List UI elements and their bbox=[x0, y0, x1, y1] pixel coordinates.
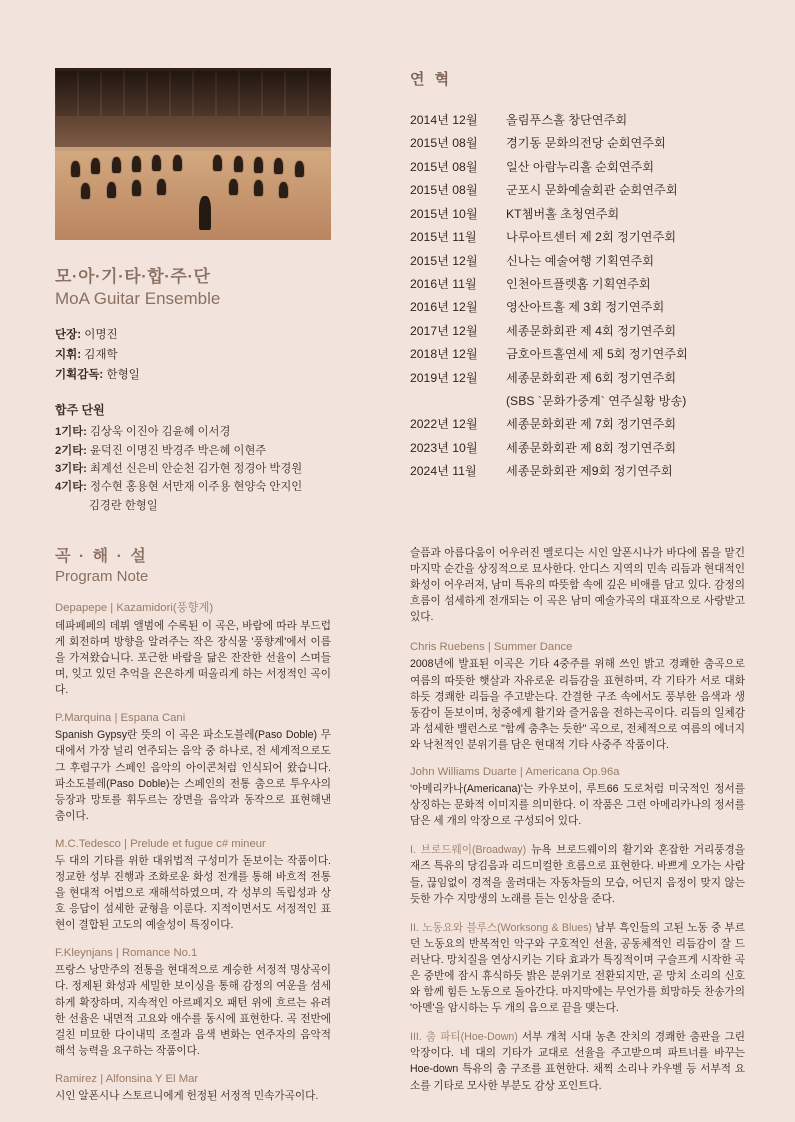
history-date: 2015년 11월 bbox=[410, 230, 477, 245]
movement-title: I. 브로드웨이(Broadway) bbox=[410, 844, 527, 857]
staff-row bbox=[55, 365, 331, 385]
staff-role: 단장: bbox=[55, 329, 82, 341]
member-names: 정수현 홍용현 서만재 이주용 현양숙 안지인 bbox=[90, 481, 303, 494]
history-row bbox=[410, 273, 745, 296]
performers-group bbox=[66, 140, 320, 209]
history-text: 금호아트홀연세 제 5회 정기연주회 bbox=[506, 347, 688, 362]
history-text: 세종문화회관 제 8회 정기연주회 bbox=[506, 440, 676, 455]
program-note-item bbox=[410, 766, 745, 829]
history-text: 세종문화회관 제 7회 정기연주회 bbox=[506, 417, 676, 432]
member-part: 2기타: bbox=[55, 444, 87, 457]
history-date: 2015년 08월 bbox=[410, 136, 478, 151]
program-note-title: John Williams Duarte | Americana Op.96a bbox=[410, 766, 620, 779]
history-text: 경기동 문화의전당 순회연주회 bbox=[506, 136, 666, 151]
movement-item bbox=[410, 842, 745, 906]
history-date: 2019년 12월 bbox=[410, 370, 478, 385]
history-text: 군포시 문화예술회관 순회연주회 bbox=[506, 183, 678, 198]
members-list bbox=[55, 423, 331, 514]
movement-body: 뉴욕 브로드웨이의 활기와 혼잡한 거리풍경을 재즈 특유의 당김음과 리드미컬한 흐름으로 표현한다. 바쁘게 오가는 사람들, 끊임없이 경적을 울려대는 자동차들의 모습, 어딘지 음정이 맞지 않는 듯한 가수 지망생의 노래를 듣는 인상을 준다. bbox=[410, 844, 745, 905]
member-part: 4기타: bbox=[55, 481, 87, 494]
history-row bbox=[410, 413, 745, 436]
program-note-title: Chris Ruebens | Summer Dance bbox=[410, 641, 573, 654]
history-date: 2014년 12월 bbox=[410, 113, 478, 127]
history-row bbox=[410, 250, 745, 273]
program-note-body: 프랑스 낭만주의 전통을 현대적으로 계승한 서정적 명상곡이다. 정제된 화성과 세밀한 보이싱을 통해 감정의 여운을 섬세하게 확장하며, 지속적인 아르페지오 패턴 위에 흐르는 유려한 선율은 내면적 고요와 애수를 동시에 표현한다. 곡 전반에 걸친 미묘한 다이내믹 조절과 음색 변화는 연주자의 음악적 해석 능력을 요구하는 작품이다. bbox=[55, 964, 331, 1057]
staff-name: 한형일 bbox=[106, 369, 140, 382]
history-row bbox=[410, 367, 745, 390]
movement-title: II. 노동요와 블루스(Worksong & Blues) bbox=[410, 921, 592, 934]
program-note-heading bbox=[55, 543, 331, 585]
history-date: 2018년 12월 bbox=[410, 347, 478, 362]
staff-role: 지휘: bbox=[55, 349, 82, 362]
history-date: 2016년 11월 bbox=[410, 276, 477, 291]
staff-role: 기획감독: bbox=[55, 369, 104, 382]
program-note-heading-korean: 곡 · 해 · 설 bbox=[55, 547, 148, 565]
staff-row bbox=[55, 325, 331, 345]
history-row bbox=[410, 296, 745, 319]
history-row bbox=[410, 203, 745, 226]
staff-name: 김재학 bbox=[84, 349, 118, 362]
movement-body: 남부 흑인들의 고된 노동 중 부르던 노동요의 반복적인 악구와 구호적인 선율, 공동체적인 리듬감이 잘 드러난다. 망치질을 연상시키는 기타 효과가 특징적이며 구슬프게 시작한 곡은 중반에 잠시 휴식하듯 밝은 분위기로 전환되지만, 곧 망치 소리의 신호와 함께 힘든 노동으로 돌아간다. 마지막에는 무언가를 희망하듯 찬송가의 '아멘'을 암시하는 두 개의 음으로 끝을 맺는다. bbox=[410, 921, 745, 1015]
program-note-body: 데파페페의 데뷔 앨범에 수록된 이 곡은, 바람에 따라 부드럽게 회전하며 방향을 알려주는 작은 장식물 '풍향계'에서 이름을 가져왔습니다. 포근한 바람을 닮은 잔잔한 선율이 스며들며, 잊고 있던 추억을 은은하게 떠올리게 하는 서정적인 곡이다. bbox=[55, 619, 331, 697]
history-date: 2015년 12월 bbox=[410, 253, 478, 268]
movement-title: III. 춤 파티(Hoe-Down) bbox=[410, 1031, 518, 1044]
movement-item bbox=[410, 920, 745, 1017]
staff-name: 이명진 bbox=[84, 329, 118, 341]
program-note-item bbox=[410, 641, 745, 753]
ensemble-name-english: MoA Guitar Ensemble bbox=[55, 289, 221, 308]
program-note-title: M.C.Tedesco | Prelude et fugue c# mineur bbox=[55, 837, 266, 850]
history-text: 세종문화회관 제 6회 정기연주회 bbox=[506, 370, 676, 385]
history-date: 2017년 12월 bbox=[410, 323, 478, 338]
member-row bbox=[55, 478, 331, 496]
member-row bbox=[55, 423, 331, 441]
history-date: 2016년 12월 bbox=[410, 300, 478, 315]
program-note-body: Spanish Gypsy란 뜻의 이 곡은 파소도블레(Paso Doble) 무대에서 가장 널리 연주되는 음악 중 하나로, 전 세계적으로도 그 후렴구가 스페인 음악의 아이콘처럼 인식되어 왔습니다. 파소도블레(Paso Doble)는 스페인의 전통 춤으로 투우사의 등장과 망토를 휘두르는 장면을 음악과 동작으로 표현해낸 춤이다. bbox=[55, 729, 331, 822]
ensemble-photo bbox=[55, 68, 331, 240]
member-names: 김경란 한형일 bbox=[89, 499, 158, 512]
program-note-heading-english: Program Note bbox=[55, 567, 149, 585]
history-text: 나루아트센터 제 2회 정기연주회 bbox=[506, 230, 676, 245]
history-row bbox=[410, 156, 745, 179]
program-note-item bbox=[55, 712, 331, 824]
history-text: 인천아트플렛홈 기획연주회 bbox=[506, 276, 651, 291]
history-text: 세종문화회관 제 4회 정기연주회 bbox=[506, 323, 676, 338]
history-row bbox=[410, 343, 745, 366]
member-row bbox=[55, 460, 331, 478]
program-note-item bbox=[55, 599, 331, 698]
conductor-figure bbox=[199, 196, 211, 230]
left-column bbox=[55, 68, 331, 1104]
member-part: 1기타: bbox=[55, 426, 87, 439]
history-text: 신나는 예술여행 기획연주회 bbox=[506, 253, 655, 268]
history-row bbox=[410, 437, 745, 460]
program-note-title: F.Kleynjans | Romance No.1 bbox=[55, 947, 198, 960]
stage-panels bbox=[55, 71, 331, 116]
history-row bbox=[410, 132, 745, 155]
staff-list bbox=[55, 325, 331, 385]
program-note-body: 시인 알폰시나 스토르니에게 헌정된 서정적 민속가곡이다. bbox=[55, 1089, 319, 1102]
program-note-title: Depapepe | Kazamidori(풍향계) bbox=[55, 601, 214, 614]
member-names: 윤덕진 이명진 박경주 박은혜 이현주 bbox=[90, 444, 267, 457]
history-date: 2015년 08월 bbox=[410, 183, 478, 198]
movement-body: 서부 개척 시대 농촌 잔치의 경쾌한 춤판을 그린 악장이다. 네 대의 기타가 교대로 선율을 주고받으며 파트너를 바꾸는 Hoe-down 특유의 춤 구조를 표현한다. 채찍 소리나 카우벨 등 서부적 요소를 기타로 모사한 부분도 감상 포인트다. bbox=[410, 1031, 746, 1092]
movement-item bbox=[410, 1029, 745, 1093]
program-note-body: 두 대의 기타를 위한 대위법적 구성미가 돋보이는 작품이다. 정교한 성부 진행과 조화로운 화성 전개를 통해 바흐적 전통을 현대적 어법으로 재해석하였으며, 각 성부의 독립성과 상호 응답이 섬세한 균형을 이룬다. 지적이면서도 서정적인 표현이 결합된 고도의 예술성이 특징이다. bbox=[55, 854, 331, 932]
history-row bbox=[410, 109, 745, 132]
history-text: KT쳄버홀 초청연주회 bbox=[506, 206, 620, 221]
history-date: 2015년 08월 bbox=[410, 159, 478, 174]
members-heading: 합주 단원 bbox=[55, 403, 105, 418]
ensemble-name-korean: 모·아·기·타·합·주·단 bbox=[55, 267, 211, 286]
history-date: 2023년 10월 bbox=[410, 440, 478, 455]
right-notes-column bbox=[410, 545, 745, 1107]
history-text: 세종문화회관 제9회 정기연주회 bbox=[506, 464, 673, 479]
history-row bbox=[410, 226, 745, 249]
history-date: 2022년 12월 bbox=[410, 417, 478, 432]
history-row bbox=[410, 460, 745, 483]
history-text: 영산아트홀 제 3회 정기연주회 bbox=[506, 300, 665, 315]
program-note-item bbox=[55, 838, 331, 933]
program-note-body: 2008년에 발표된 이곡은 기타 4중주를 위해 쓰인 밝고 경쾌한 춤곡으로 여름의 따뜻한 햇살과 자유로운 리듬감을 표현하며, 각 기타가 서로 대화하듯 경쾌한 리듬을 주고받는다. 간결한 구조 속에서도 풍부한 음색과 생동감이 돋보이며, 청중에게 활기와 즐거움을 전하는곡이다. 리듬의 일체감과 섬세한 밸런스로 "함께 춤추는 듯한" 곡으로, 전체적으로 여름의 에너지와 낙천적인 분위기를 담은 현대적 기타 사중주 작품이다. bbox=[410, 658, 745, 751]
continued-note-paragraph: 슬픔과 아름다움이 어우러진 멜로디는 시인 알폰시나가 바다에 몸을 맡긴 마지막 순간을 상징적으로 묘사한다. 안디스 지역의 민속 리듬과 현대적인 화성이 어우러져, 남미 특유의 따뜻함 속에 깊은 비애를 담고 있다. 감정의 흐름이 섬세하게 전개되는 이 곡은 남미 예술가곡의 대표작으로 사랑받고 있다. bbox=[410, 547, 745, 624]
program-note-body: '아메리카나(Americana)'는 카우보이, 루트66 도로처럼 미국적인 정서를 상징하는 문화적 이미지를 의미한다. 이 작품은 그런 아메리카나의 정서를 담은 세 개의 악장으로 구성되어 있다. bbox=[410, 783, 745, 828]
member-names: 최계선 신은비 안순천 김가현 정경아 박경원 bbox=[90, 462, 303, 475]
program-note-title: Ramirez | Alfonsina Y El Mar bbox=[55, 1072, 199, 1085]
program-note-title: P.Marquina | Espana Cani bbox=[55, 712, 186, 725]
staff-row bbox=[55, 345, 331, 365]
history-date: 2015년 10월 bbox=[410, 206, 478, 221]
program-note-item bbox=[55, 1073, 331, 1104]
history-row bbox=[410, 320, 745, 343]
member-row bbox=[55, 442, 331, 460]
history-row bbox=[410, 179, 745, 202]
program-note-item bbox=[55, 947, 331, 1059]
history-subnote: (SBS `문화가중계` 연주실황 방송) bbox=[506, 394, 687, 409]
right-column bbox=[410, 68, 745, 484]
history-text: 올림푸스홀 창단연주회 bbox=[506, 113, 628, 127]
member-part: 3기타: bbox=[55, 462, 87, 475]
member-row-continuation bbox=[55, 497, 331, 515]
history-heading: 연 혁 bbox=[410, 71, 453, 88]
history-list bbox=[410, 109, 745, 484]
history-text: 일산 아람누리홀 순회연주회 bbox=[506, 159, 655, 174]
member-names: 김상욱 이진아 김윤혜 이서경 bbox=[90, 426, 231, 439]
history-date: 2024년 11월 bbox=[410, 464, 477, 479]
